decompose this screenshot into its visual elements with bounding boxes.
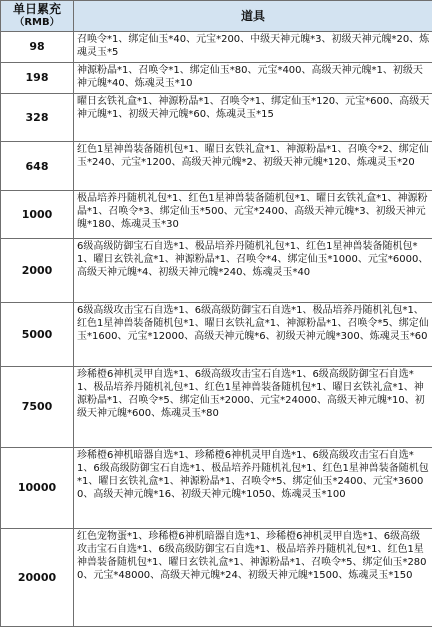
table-row [1, 142, 432, 190]
row-items: 神源粉晶*1、召唤令*1、绑定仙玉*80、元宝*400、高级天神元魄*1、初级天神元魄*40、炼魂灵玉*10 [74, 62, 432, 93]
row-amount: 648 [1, 142, 74, 190]
row-amount: 98 [1, 31, 74, 62]
row-items: 召唤令*1、绑定仙玉*40、元宝*200、中级天神元魄*3、初级天神元魄*20、炼魂灵玉*5 [74, 31, 432, 62]
header-col1-title: 单日累充 [12, 1, 61, 16]
table-row [1, 447, 432, 528]
table-row [1, 62, 432, 93]
row-items: 6级高级攻击宝石自选*1、6级高级防御宝石自选*1、极品培养丹随机礼包*1、红色1星神兽装备随机包*1、曜日玄铁礼盒*1、神源粉晶*1、召唤令*5、绑定仙玉*1600、元宝*12000、高级天神元魄*6、初级天神元魄*300、炼魂灵玉*60 [74, 303, 432, 367]
row-items: 珍稀橙6神机灵甲自选*1、6级高级攻击宝石自选*1、6级高级防御宝石自选*1、极品培养丹随机礼包*1、红色1星神兽装备随机包*1、曜日玄铁礼盒*1、神源粉晶*1、召唤令*5、绑定仙玉*2000、元宝*24000、高级天神元魄*10、初级天神元魄*600、炼魂灵玉*80 [74, 367, 432, 447]
row-items: 珍稀橙6神机暗器自选*1、珍稀橙6神机灵甲自选*1、6级高级攻击宝石自选*1、6级高级防御宝石自选*1、极品培养丹随机礼包*1、红色1星神兽装备随机包*1、曜日玄铁礼盒*1、神源粉晶*1、召唤令*5、绑定仙玉*2400、元宝*36000、高级天神元魄*16、初级天神元魄*1050、炼魂灵玉*100 [74, 447, 432, 528]
row-amount: 7500 [1, 367, 74, 447]
row-items: 红色1星神兽装备随机包*1、曜日玄铁礼盒*1、神源粉晶*1、召唤令*2、绑定仙玉*240、元宝*1200、高级天神元魄*2、初级天神元魄*120、炼魂灵玉*20 [74, 142, 432, 190]
table-row [1, 93, 432, 141]
row-items: 红色宠物蛋*1、珍稀橙6神机暗器自选*1、珍稀橙6神机灵甲自选*1、6级高级攻击宝石自选*1、6级高级防御宝石自选*1、极品培养丹随机礼包*1、红色1星神兽装备随机包*1、曜日玄铁礼盒*1、神源粉晶*1、召唤令*5、绑定仙玉*2800、元宝*48000、高级天神元魄*24、初级天神元魄*1500、炼魂灵玉*150 [74, 529, 432, 627]
header-items: 道具 [74, 1, 432, 32]
header-cumulative-recharge [1, 1, 74, 32]
table-row [1, 367, 432, 447]
table-row [1, 31, 432, 62]
header-col1-unit: （RMB） [14, 16, 60, 28]
row-amount: 198 [1, 62, 74, 93]
row-amount: 2000 [1, 239, 74, 303]
row-amount: 10000 [1, 447, 74, 528]
row-items: 6级高级防御宝石自选*1、极品培养丹随机礼包*1、红色1星神兽装备随机包*1、曜日玄铁礼盒*1、神源粉晶*1、召唤令*4、绑定仙玉*1000、元宝*6000、高级天神元魄*4、初级天神元魄*240、炼魂灵玉*40 [74, 239, 432, 303]
row-amount: 1000 [1, 190, 74, 238]
row-items: 曜日玄铁礼盒*1、神源粉晶*1、召唤令*1、绑定仙玉*120、元宝*600、高级天神元魄*1、初级天神元魄*60、炼魂灵玉*15 [74, 93, 432, 141]
table-row [1, 239, 432, 303]
table-header-row [1, 1, 432, 32]
row-amount: 20000 [1, 529, 74, 627]
row-items: 极品培养丹随机礼包*1、红色1星神兽装备随机包*1、曜日玄铁礼盒*1、神源粉晶*1、召唤令*3、绑定仙玉*500、元宝*2400、高级天神元魄*3、初级天神元魄*180、炼魂灵玉*30 [74, 190, 432, 238]
table-row [1, 529, 432, 627]
table-row [1, 190, 432, 238]
table-row [1, 303, 432, 367]
row-amount: 5000 [1, 303, 74, 367]
row-amount: 328 [1, 93, 74, 141]
